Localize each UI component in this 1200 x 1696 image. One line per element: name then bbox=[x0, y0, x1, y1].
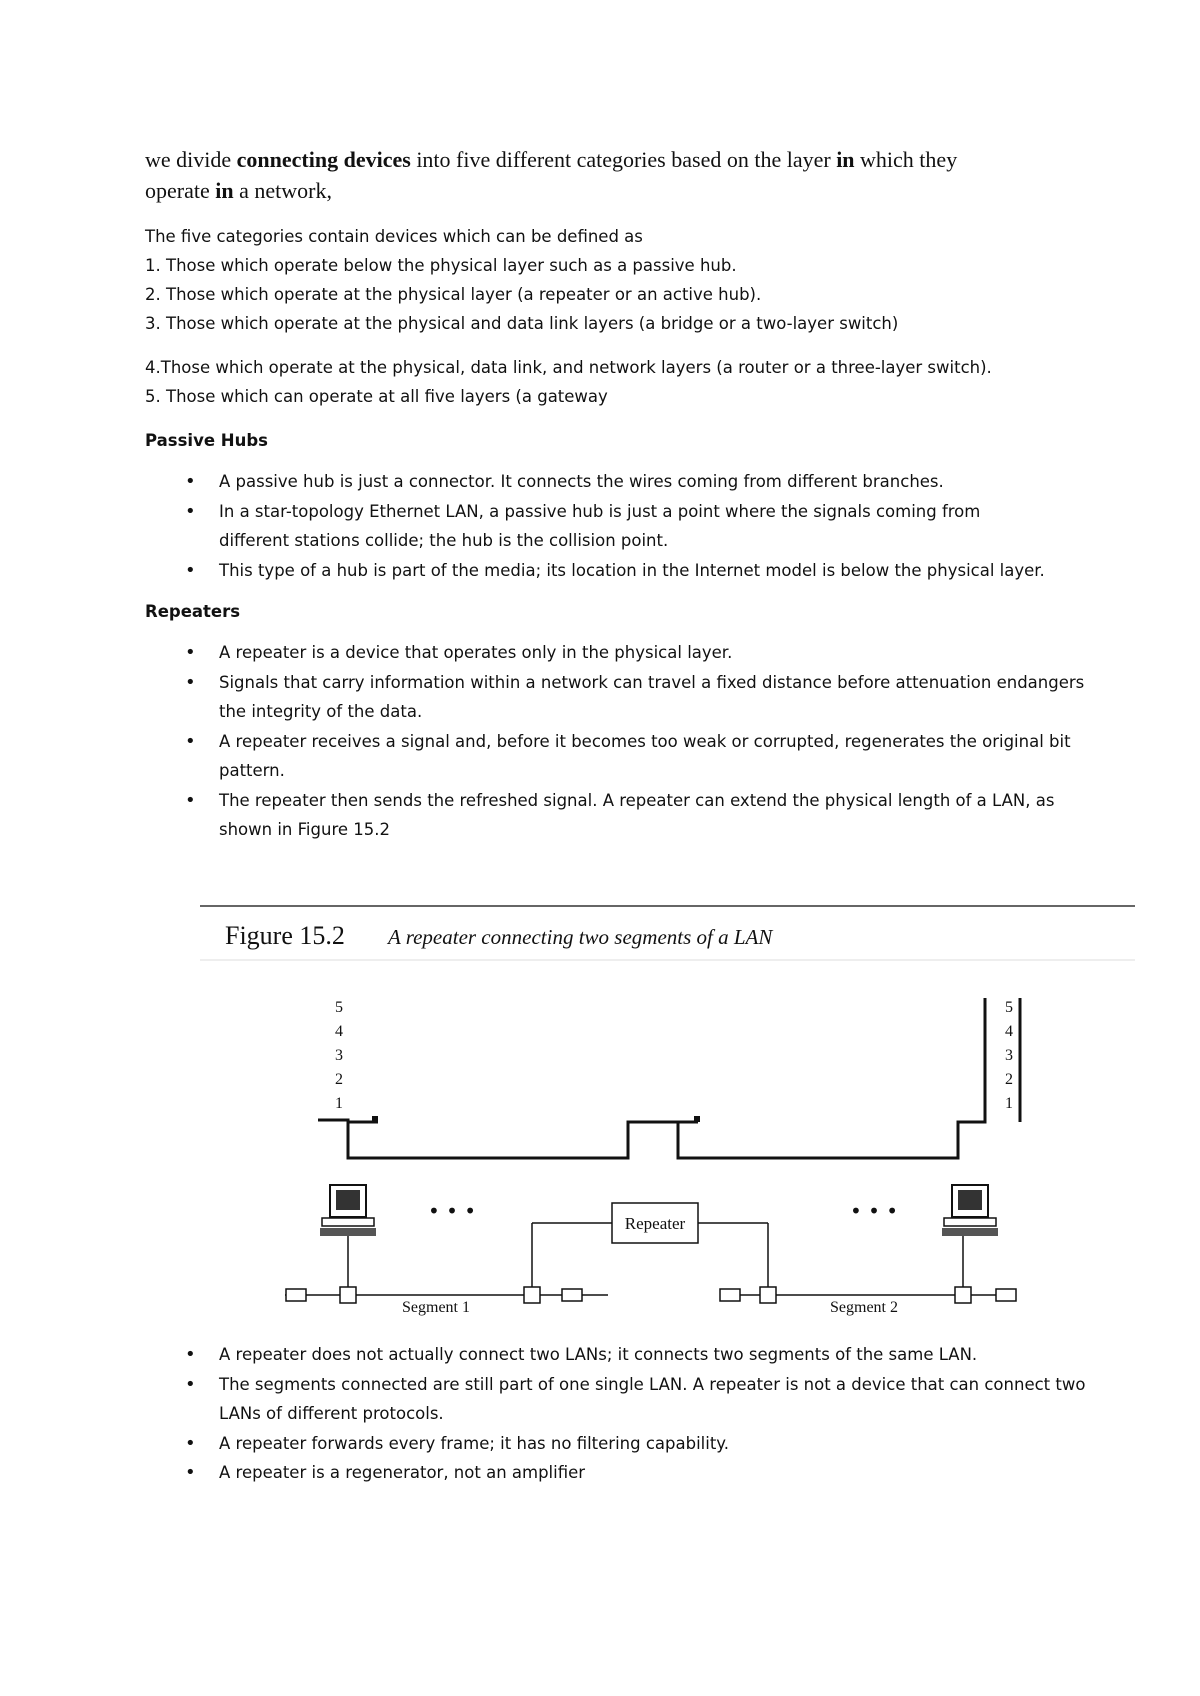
figure-15-2 bbox=[200, 900, 1140, 1320]
list-item: • The repeater then sends the refreshed signal. A repeater can extend the physical length of a LAN, as shown in Figure 15.2 bbox=[145, 786, 1095, 845]
intro-bold-term: connecting devices bbox=[236, 147, 411, 172]
passive-hubs-heading: Passive Hubs bbox=[145, 431, 268, 450]
list-item: • Signals that carry information within a network can travel a fixed distance before attenuation endangers the integrity of the data. bbox=[145, 668, 1095, 727]
layer-number-left-3: 3 bbox=[335, 1047, 343, 1064]
list-item: • A passive hub is just a connector. It connects the wires coming from different branches. bbox=[145, 467, 1095, 497]
computer-right-icon bbox=[942, 1185, 998, 1236]
layer-number-right-5: 5 bbox=[1005, 999, 1013, 1016]
list-item: • In a star-topology Ethernet LAN, a passive hub is just a point where the signals coming from different stations collide; the hub is the collision point. bbox=[145, 497, 1019, 556]
layer-number-left-2: 2 bbox=[335, 1071, 343, 1088]
layer-number-left-5: 5 bbox=[335, 999, 343, 1016]
layer-number-left-4: 4 bbox=[335, 1023, 343, 1040]
repeaters-list bbox=[145, 638, 1095, 845]
list-item: • A repeater is a regenerator, not an amplifier bbox=[145, 1458, 1095, 1488]
intro-line-1 bbox=[145, 144, 1075, 175]
layer-number-right-4: 4 bbox=[1005, 1023, 1013, 1040]
path-node bbox=[372, 1116, 378, 1122]
list-item: • A repeater forwards every frame; it has no filtering capability. bbox=[145, 1429, 1095, 1459]
intro-text: which they bbox=[854, 147, 958, 172]
list-item: • A repeater receives a signal and, before it becomes too weak or corrupted, regenerates the original bit pattern. bbox=[145, 727, 1095, 786]
repeater-label: Repeater bbox=[624, 1214, 686, 1233]
intro-bold-word: in bbox=[836, 147, 855, 172]
category-item: 4.Those which operate at the physical, data link, and network layers (a router or a three-layer switch). bbox=[145, 358, 992, 377]
repeater-notes bbox=[145, 1340, 1095, 1488]
intro-bold-word: in bbox=[215, 178, 234, 203]
figure-label: Figure 15.2 bbox=[225, 921, 345, 950]
category-item: 1. Those which operate below the physical layer such as a passive hub. bbox=[145, 256, 737, 275]
repeater-notes-list bbox=[145, 1340, 1095, 1488]
intro-paragraph bbox=[145, 144, 1075, 206]
layer-number-left-1: 1 bbox=[335, 1095, 343, 1112]
ellipsis-right: • • • bbox=[850, 1199, 899, 1223]
document-body bbox=[145, 222, 1095, 845]
intro-text: we divide bbox=[145, 147, 237, 172]
path-node bbox=[694, 1116, 700, 1122]
list-item: • This type of a hub is part of the media; its location in the Internet model is below the physical layer. bbox=[145, 556, 1095, 586]
category-item: 3. Those which operate at the physical and data link layers (a bridge or a two-layer switch) bbox=[145, 314, 899, 333]
computer-left-icon bbox=[320, 1185, 376, 1236]
layer-path bbox=[318, 998, 1020, 1158]
intro-text: a network, bbox=[233, 178, 332, 203]
intro-line-2 bbox=[145, 175, 1075, 206]
intro-text: into five different categories based on the layer bbox=[410, 147, 837, 172]
categories-lead: The five categories contain devices which can be defined as bbox=[145, 227, 643, 246]
layer-number-right-2: 2 bbox=[1005, 1071, 1013, 1088]
segment-2-label: Segment 2 bbox=[830, 1299, 898, 1316]
intro-text: operate bbox=[145, 178, 216, 203]
layer-number-right-3: 3 bbox=[1005, 1047, 1013, 1064]
passive-hubs-list bbox=[145, 467, 1095, 585]
figure-caption: A repeater connecting two segments of a LAN bbox=[388, 925, 773, 949]
repeaters-heading: Repeaters bbox=[145, 602, 241, 621]
category-item: 5. Those which can operate at all five layers (a gateway bbox=[145, 387, 608, 406]
layer-number-right-1: 1 bbox=[1005, 1095, 1013, 1112]
list-item: • The segments connected are still part of one single LAN. A repeater is not a device that can connect two LANs of different protocols. bbox=[145, 1370, 1095, 1429]
list-item: • A repeater is a device that operates only in the physical layer. bbox=[145, 638, 1095, 668]
segment-1-label: Segment 1 bbox=[402, 1299, 470, 1316]
category-item: 2. Those which operate at the physical layer (a repeater or an active hub). bbox=[145, 285, 762, 304]
list-item: • A repeater does not actually connect two LANs; it connects two segments of the same LAN. bbox=[145, 1340, 1095, 1370]
ellipsis-left: • • • bbox=[428, 1199, 477, 1223]
